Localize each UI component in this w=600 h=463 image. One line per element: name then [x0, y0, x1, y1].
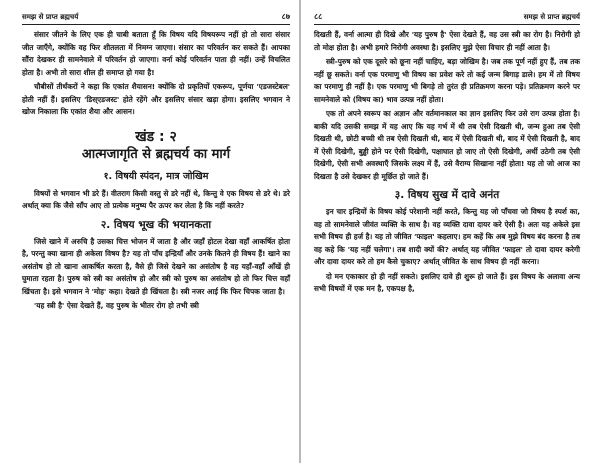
- section-heading: ३. विषय सुख में दावे अनंत: [394, 189, 500, 201]
- section-heading: १. विषयी स्पंदन, मात्र जोखिम: [103, 170, 209, 182]
- left-page-number: ८७: [281, 12, 290, 21]
- section-heading: २. विषय भूख की भयानकता: [100, 218, 212, 231]
- paragraph: दो मन एकाकार हो ही नहीं सकते। इसलिए दावे ही शुरू हो जाते हैं। इस विषय के अलावा अन्य सभी विषयों में एक मन है, एकपक्ष है,: [314, 271, 580, 293]
- paragraph: जिसे खाने में अरुचि है उसका चित्त भोजन में जाता है और जहाँ होटल देखा वहाँ आकर्षित होता है, परन्तु क्या खाना ही अकेला विषय है? यह तो पाँच इन्द्रियाँ और उनके कितने ही विषय हैं! खाने का असंतोष हो तो खाना आकर्षित करता है, वैसे ही जिसे देखने का असंतोष है वह यहाँ-वहाँ आँखें ही घुमाता रहता है। पुरुष को स्त्री का असंतोष हो और स्त्री को पुरुष का असंतोष हो तो फिर चित्त वहाँ खिंचता है। इसे भगवान ने 'मोह' कहा। देखते ही खिंचता है। स्त्री नजर आई कि फिर चिपक जाता है।: [22, 236, 290, 296]
- left-running-header: [22, 0, 290, 25]
- khand-title: आत्मजागृति से ब्रह्मचर्य का मार्ग: [81, 146, 231, 162]
- paragraph: विषयों से भगवान भी डरे हैं। वीतराग किसी वस्तु से डरे नहीं थे, किन्तु वे एक विषय से डरे थे। डरे अर्थात् क्या कि जैसे साँप आए तो प्रत्येक मनुष्य पैर ऊपर कर लेता है कि नहीं करते?: [22, 188, 290, 210]
- right-page: [300, 0, 600, 463]
- right-header-title: समझ से प्राप्त ब्रह्मचर्य: [523, 13, 580, 21]
- khand-heading: खंड : २: [135, 128, 177, 145]
- paragraph: 'यह स्त्री है' ऐसा देखते हैं, वह पुरुष के भीतर रोग हो तभी स्त्री: [34, 301, 199, 310]
- paragraph: इन चार इन्द्रियों के विषय कोई परेशानी नहीं करते, किन्तु यह जो पाँचवा जो विषय है स्पर्श का, वह तो सामनेवाले जीवंत व्यक्ति के साथ है। वह व्यक्ति दावा दायर करे ऐसी है। अतः यह अकेले इस सभी विषय ही हर्ज है। यह तो जीवित 'फाइल' कहलाए। हम कहें कि अब मुझे विषय बंद करना है तब वह कहे कि 'यह नहीं चलेगा'। तब शादी क्यों की? अर्थात् यह जीवित 'फाइल' तो दावा दायर करेगी और दावा दायर करे तो हम कैसे चुकाए? अर्थात् जीवित के साथ विषय ही नहीं करना।: [314, 207, 580, 266]
- paragraph: संसार जीतने के लिए एक ही चाबी बताता हूँ कि विषय यदि विषयरूप नहीं हो तो सारा संसार जीत जाएँगे, क्योंकि वह फिर शीतलता में निमग्न जाएगा। संसार का परिवर्तन कर सकते हैं। आपका सौंरा देखकर ही सामनेवाले में परिवर्तन हो जाएगा। वर्ना कोई परिवर्तन पाता ही नहीं। उन्हें विचलित होता है। अभी तो सारा शील ही समाप्त हो गया है!: [22, 30, 290, 77]
- right-page-number: ८८: [314, 12, 323, 21]
- paragraph: स्त्री-पुरुष को एक दूसरे को छूना नहीं चाहिए, बड़ा जोखिम है। जब तक पूर्ण नहीं हुए हैं, तब तक नहीं छू सकते। वर्ना एक परमाणु भी विषय का प्रवेश करे तो कई जन्म बिगाड़ डाले। हम में तो विषय का परमाणु ही नहीं है। एक परमाणु भी बिगड़े तो तुरंत ही प्रतिक्रमण करना पड़े। प्रतिक्रमण करने पर सामनेवाले को (विषय का) भाव उत्पन्न नहीं होता।: [314, 57, 580, 104]
- paragraph: दिखती हैं, वर्ना आत्मा ही दिखे और 'यह पुरुष है' ऐसा देखते हैं, वह उस स्त्री का रोग है। निरोगी हो तो मोक्ष होता है। अभी हमारे निरोगी अवस्था है। इसलिए मुझे ऐसा विचार ही नहीं आता है।: [314, 30, 580, 52]
- paragraph: चौबीसों तीर्थंकरों ने कहा कि एकांत शैयासन! क्योंकि दो प्रकृतियों एकरूप, पूर्णया 'एडजस्टेबल' होती नहीं हैं। इसलिए 'डिस्एडजस्ट' होते रहेंगे और इसलिए संसार खड़ा होगा। इसलिए भगवान ने खोज निकाला कि एकांत शैया और आसन।: [22, 82, 290, 116]
- left-page-body: [22, 25, 290, 313]
- right-page-body: [314, 25, 580, 296]
- right-running-header: [314, 0, 580, 25]
- left-header-title: समझ से प्राप्त ब्रह्मचर्य: [22, 13, 79, 21]
- paragraph: एक तो अपने स्वरूप का अज्ञान और वर्तमानकाल का ज्ञान इसलिए फिर उसे राग उत्पन्न होता है। बाकी यदि उसकी समझ में यह आए कि यह गर्भ में थी तब ऐसी दिखती थी, जन्म हुआ तब ऐसी दिखती थी, छोटी बच्ची थी तब ऐसी दिखती थी, बाद में ऐसी दिखती थी, बाद में ऐसी दिखती है, बाद में ऐसी दिखेगी, बुड्ढी होने पर ऐसी दिखेगी, पक्षाघात हो जाए तो ऐसी दिखेगी, अर्थी उठेगी तब ऐसी दिखेगी, ऐसी सभी अवस्थाएँ जिसके लक्ष्य में हैं, उसे वैराग्य सिखाना नहीं होता! यह तो जो आज का दिखता है उसे देखकर ही मूर्छित हो जाते हैं।: [314, 109, 581, 181]
